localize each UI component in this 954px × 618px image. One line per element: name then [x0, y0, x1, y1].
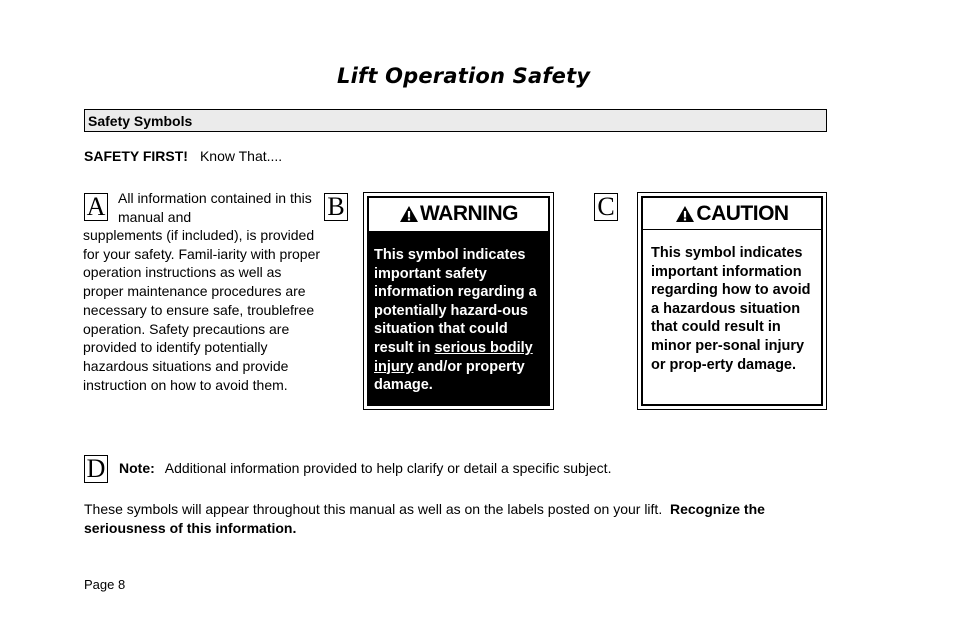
item-a-text-body: supplements (if included), is provided for your safety. Famil-iarity with proper operation instructions as well as proper maintenance procedures are necessary to ensure safe, troublefree operation. Safety precautions are provided to identify potentially hazardous situations and provide instruction on how to avoid them.	[83, 227, 321, 393]
warning-label-inner	[367, 196, 550, 406]
item-a-letter-box	[84, 193, 108, 221]
item-b-letter-box	[324, 193, 348, 221]
item-b-letter: B	[327, 192, 345, 221]
warning-heading-text: WARNING	[420, 202, 518, 225]
warning-heading	[369, 198, 548, 230]
closing-emphasis: Recognize the seriousness of this information.	[84, 501, 765, 536]
warning-label	[363, 192, 554, 410]
caution-heading-text: CAUTION	[696, 201, 789, 225]
safety-first-label: SAFETY FIRST!	[84, 148, 188, 164]
caution-triangle-icon	[675, 205, 695, 223]
safety-first-line	[84, 148, 282, 164]
warning-triangle-icon	[399, 205, 419, 223]
page-title: Lift Operation Safety	[337, 64, 591, 88]
warning-body-emphasis: serious bodily injury	[374, 339, 533, 375]
item-a-text-intro: All information contained in this manual and	[118, 190, 312, 225]
item-c-letter: C	[597, 192, 615, 221]
item-c-letter-box	[594, 193, 618, 221]
warning-body-text: This symbol indicates important safety information regarding a potentially hazard-ous situation that could result in	[374, 247, 537, 356]
section-header-bar	[84, 109, 827, 132]
note-label: Note:	[119, 460, 155, 476]
section-header-label: Safety Symbols	[88, 113, 193, 129]
safety-first-text: Know That....	[199, 148, 283, 164]
item-d-letter: D	[86, 454, 106, 483]
closing-paragraph	[84, 500, 844, 537]
closing-text: These symbols will appear throughout this manual as well as on the labels posted on your lift.	[84, 501, 663, 517]
caution-heading	[643, 198, 821, 230]
page-number: Page 8	[84, 577, 126, 592]
warning-body-text-end: and/or property damage.	[374, 358, 525, 394]
note-text: Additional information provided to help clarify or detail a specific subject.	[164, 460, 612, 476]
caution-label-inner	[641, 196, 823, 406]
item-d-letter-box	[84, 455, 108, 483]
caution-body-text: This symbol indicates important information regarding how to avoid a hazardous situation that could result in minor per-sonal injury or prop-erty damage.	[651, 245, 811, 373]
note-line	[119, 460, 611, 476]
warning-body	[369, 231, 548, 404]
item-a-letter: A	[86, 192, 106, 221]
caution-label	[637, 192, 827, 410]
